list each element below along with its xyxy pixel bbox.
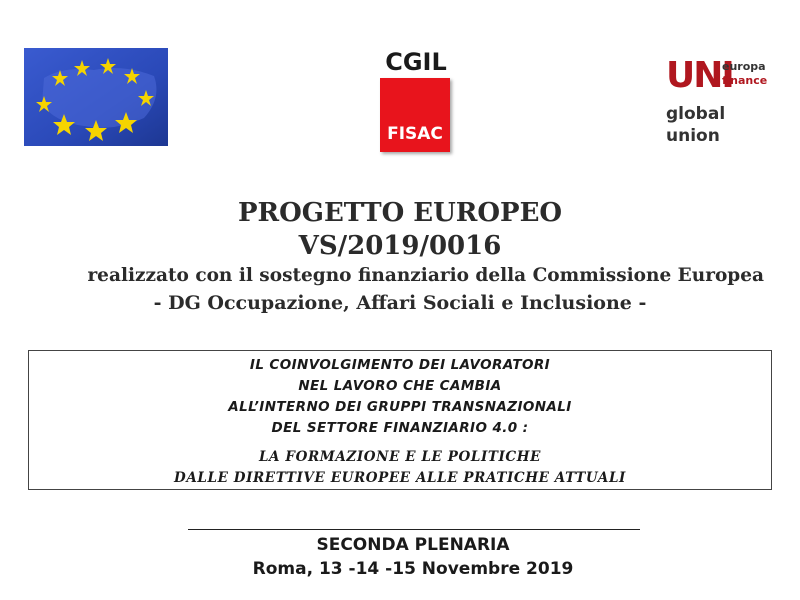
project-header xyxy=(0,196,800,316)
uni-finance-label: finance xyxy=(722,74,768,87)
fisac-wordmark: FISAC xyxy=(387,124,443,144)
subject-line: DEL SETTORE FINANZIARIO 4.0 : xyxy=(271,420,529,436)
uni-global-union-logo xyxy=(662,56,774,156)
cgil-fisac-logo xyxy=(376,48,456,156)
cgil-red-box xyxy=(380,78,450,152)
divider-rule xyxy=(188,529,640,530)
subject-line: LA FORMAZIONE E LE POLITICHE xyxy=(258,449,542,465)
project-code: VS/2019/0016 xyxy=(298,231,502,261)
funding-statement: realizzato con il sostegno finanziario della Commissione Europea xyxy=(87,265,764,286)
cgil-wordmark: CGIL xyxy=(385,48,447,76)
uni-mark: UNI xyxy=(666,55,733,96)
uni-europa-label: europa xyxy=(722,60,766,73)
uni-global-label: global xyxy=(666,104,726,124)
subject-line: DALLE DIRETTIVE EUROPEE ALLE PRATICHE ATTUALI xyxy=(174,470,626,486)
event-place-date: Roma, 13 -14 -15 Novembre 2019 xyxy=(252,559,574,579)
dg-statement: - DG Occupazione, Affari Sociali e Inclusione - xyxy=(153,292,647,314)
uni-union-label: union xyxy=(666,126,720,146)
event-name: SECONDA PLENARIA xyxy=(316,535,510,555)
subject-box xyxy=(28,350,772,490)
subject-line: ALL’INTERNO DEI GRUPPI TRANSNAZIONALI xyxy=(228,399,572,415)
subject-line: NEL LAVORO CHE CAMBIA xyxy=(298,378,502,394)
project-title: PROGETTO EUROPEO xyxy=(237,198,563,228)
subject-line: IL COINVOLGIMENTO DEI LAVORATORI xyxy=(249,357,551,373)
eu-flag-logo xyxy=(24,48,168,146)
